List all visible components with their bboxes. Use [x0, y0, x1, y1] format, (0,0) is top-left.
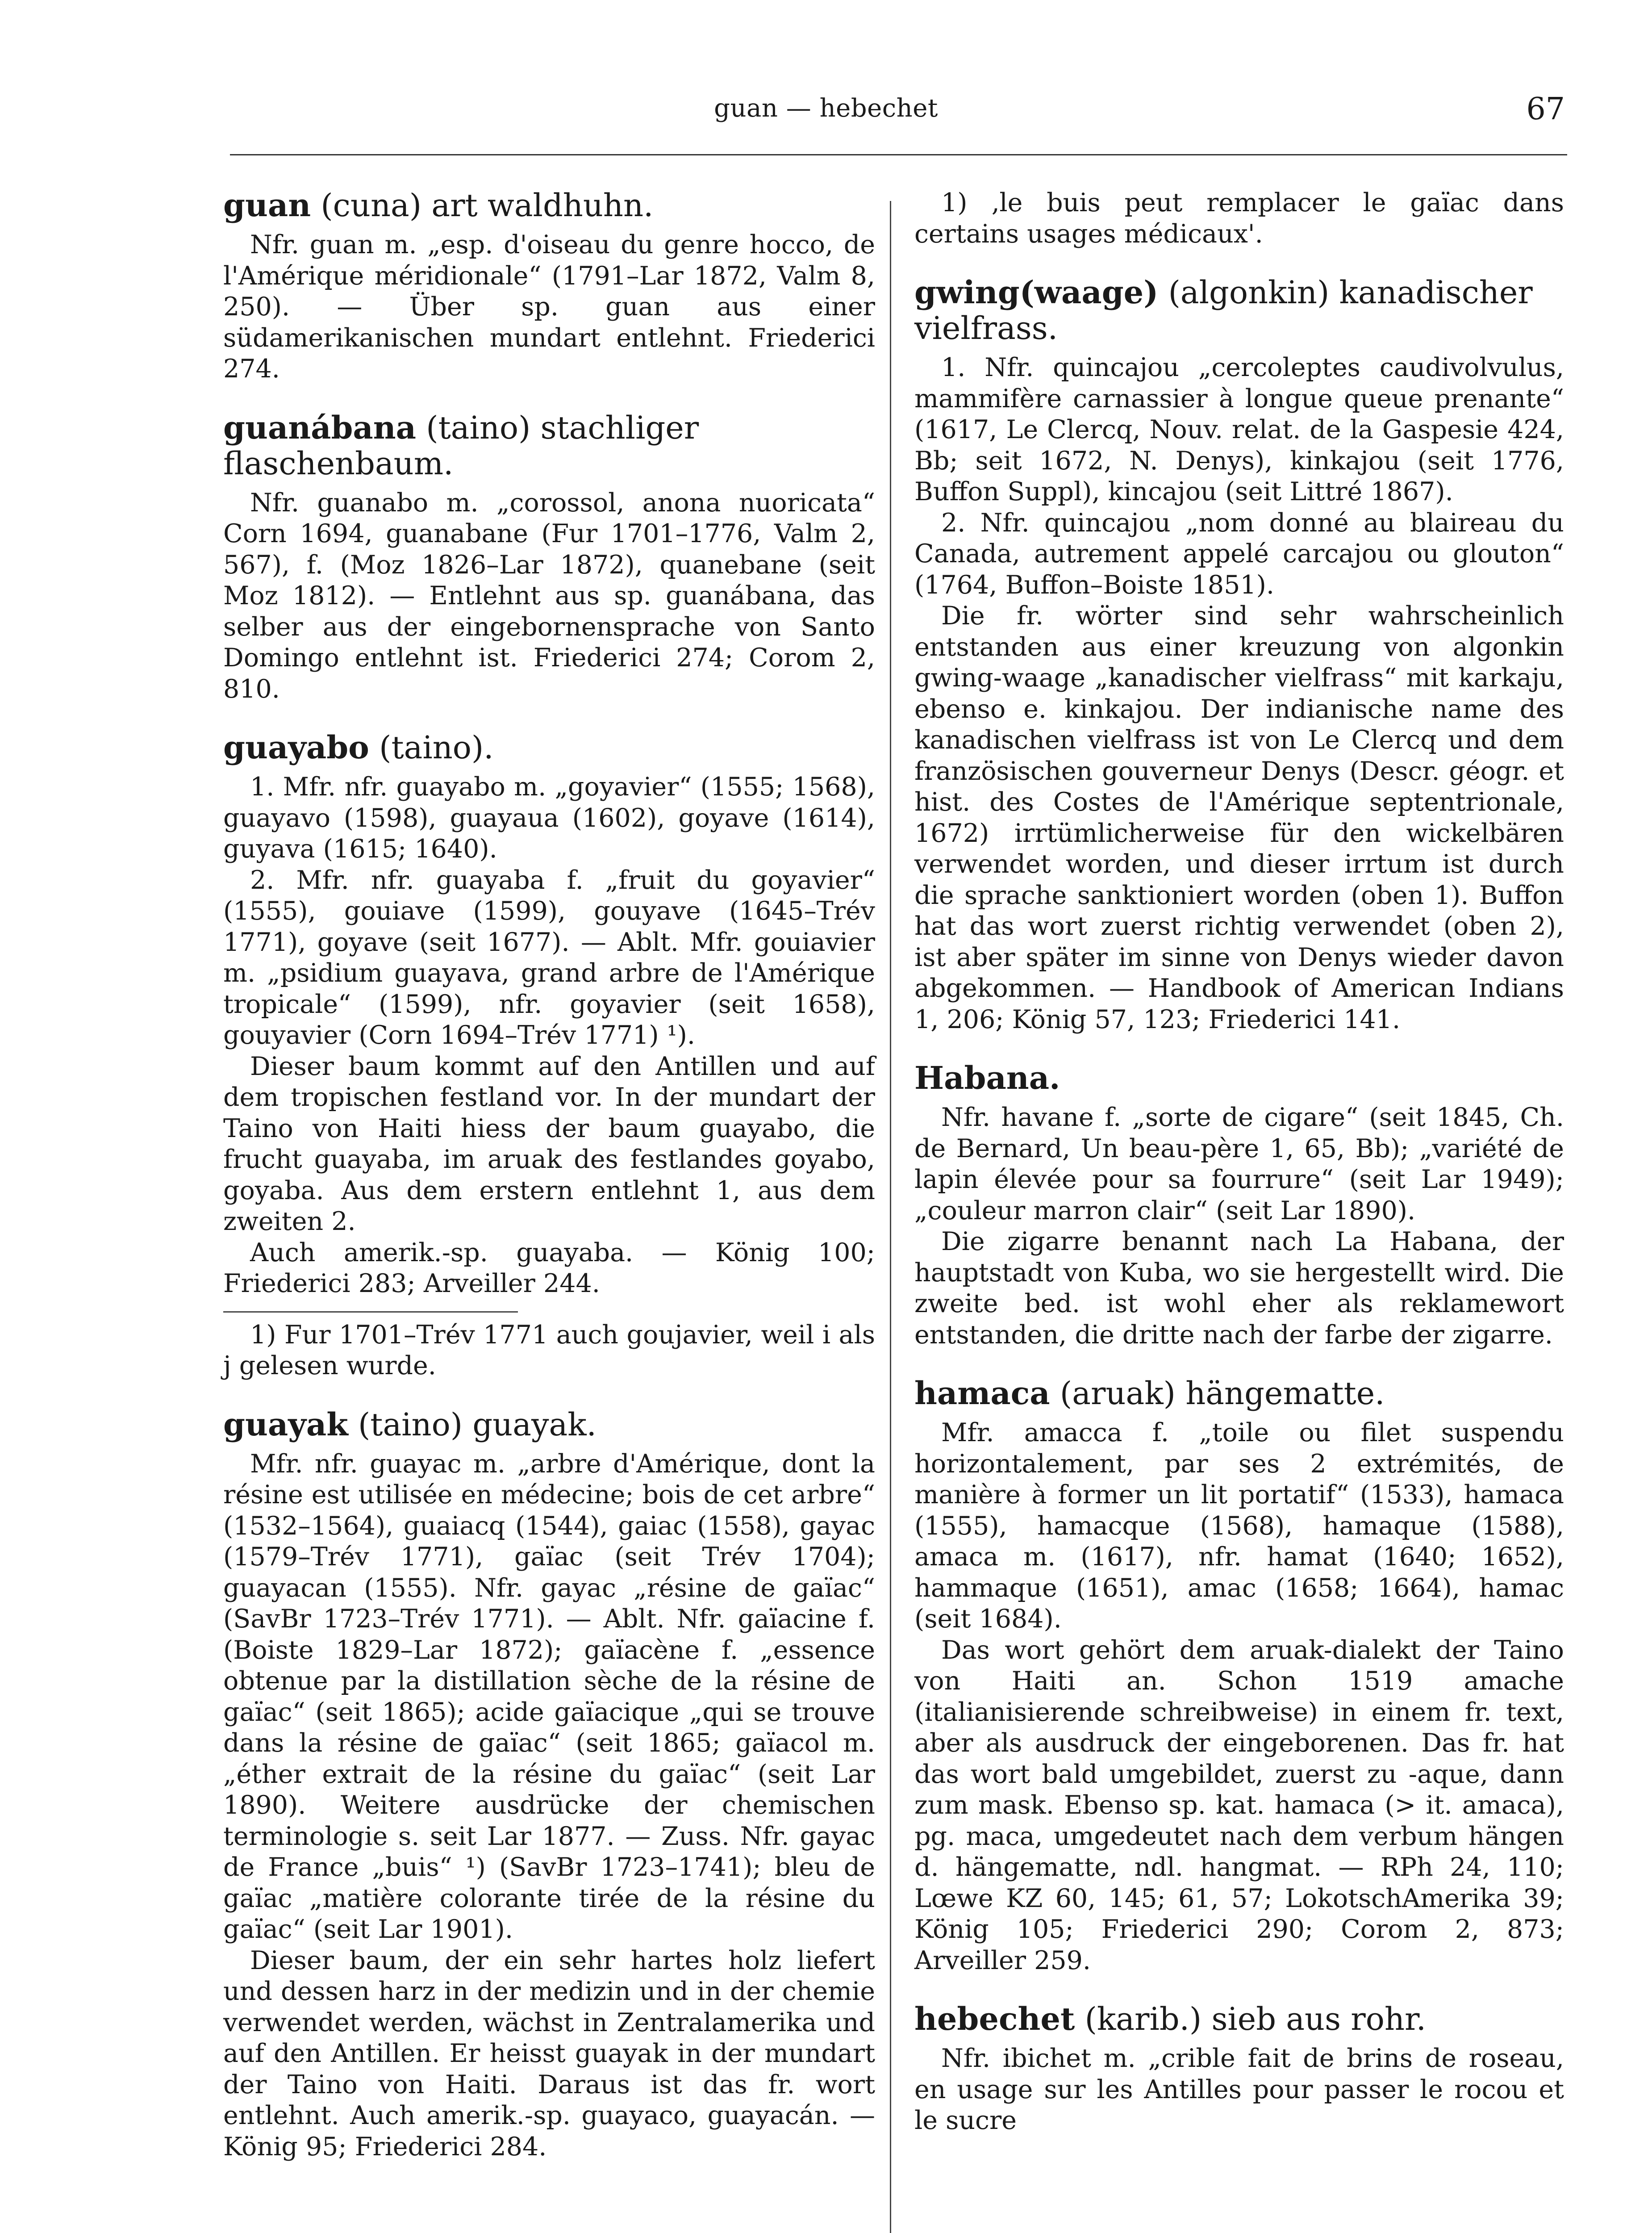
entry-text: Dieser baum, der ein sehr hartes holz liefert und dessen harz in der medizin und in der chemie verwendet werden, wächst in Zentralamerika und auf den Antillen. Er heisst guayak in der mundart der Taino von Haiti. Daraus ist das fr. wort entlehnt. Auch amerik.-sp. guayaco, guayacán. — König 95; Friederici 284.	[223, 1945, 875, 2162]
entry-heading	[223, 188, 875, 223]
headword: guan	[223, 187, 311, 224]
left-column	[223, 188, 875, 2162]
right-column	[914, 188, 1564, 2137]
entry-gloss: (taino) guayak.	[358, 1406, 597, 1443]
headword: guayak	[223, 1405, 348, 1443]
footnote: 1) ‚le buis peut remplacer le gaïac dans certains usages médicaux'.	[914, 188, 1564, 249]
headword: guanábana	[223, 409, 416, 446]
entry-gloss: (aruak) hängematte.	[1060, 1375, 1385, 1412]
entry-text: Auch amerik.-sp. guayaba. — König 100; Friederici 283; Arveiller 244.	[223, 1238, 875, 1298]
running-title: guan — hebechet	[714, 94, 938, 123]
entry-heading	[914, 2001, 1564, 2037]
entry-text: Das wort gehört dem aruak-dialekt der Taino von Haiti an. Schon 1519 amache (italianisierende schreibweise) in einem fr. text, aber als ausdruck der eingeborenen. Das fr. hat das wort bald umgebildet, zuerst zu -aque, dann zum mask. Ebenso sp. kat. hamaca (> it. amaca), pg. maca, umgedeutet nach dem verbum hängen d. hängematte, ndl. hangmat. — RPh 24, 110; Lœwe KZ 60, 145; 61, 57; LokotschAmerika 39; König 105; Friederici 290; Corom 2, 873; Arveiller 259.	[914, 1635, 1564, 1975]
headword: gwing(waage)	[914, 274, 1159, 311]
entry-gloss: (taino) stachliger flaschenbaum.	[223, 409, 699, 482]
entry-gloss: (karib.) sieb aus rohr.	[1085, 2001, 1426, 2037]
entry-text: Mfr. amacca f. „toile ou filet suspendu horizontalement, par ses 2 extrémités, de manière à former un lit portatif“ (1533), hamaca (1555), hamacque (1568), hamaque (1588), amaca m. (1617), nfr. hamat (1640; 1652), hammaque (1651), amac (1658; 1664), hamac (seit 1684).	[914, 1418, 1564, 1634]
entry-text: Nfr. ibichet m. „crible fait de brins de roseau, en usage sur les Antilles pour passer le rocou et le sucre	[914, 2044, 1564, 2135]
entry-heading	[914, 1376, 1564, 1411]
entry-text: 1. Nfr. quincajou „cercoleptes caudivolvulus, mammifère carnassier à longue queue prenante“ (1617, Le Clercq, Nouv. relat. de la Gaspesie 424, Bb; seit 1672, N. Denys), kinkajou (seit 1776, Buffon Suppl), kincajou (seit Littré 1867).	[914, 353, 1564, 506]
entry-heading	[914, 1060, 1564, 1096]
headword: hebechet	[914, 2000, 1075, 2037]
entry-text: Nfr. havane f. „sorte de cigare“ (seit 1845, Ch. de Bernard, Un beau-père 1, 65, Bb); „variété de lapin élevée pour sa fourrure“ (seit Lar 1949); „couleur marron clair“ (seit Lar 1890).	[914, 1103, 1564, 1225]
entry-text: Nfr. guan m. „esp. d'oiseau du genre hocco, de l'Amérique méridionale“ (1791–Lar 1872, Valm 8, 250). — Über sp. guan aus einer südamerikanischen mundart entlehnt. Friederici 274.	[223, 230, 875, 384]
headword: guayabo	[223, 729, 369, 766]
entry-text: Dieser baum kommt auf den Antillen und auf dem tropischen festland vor. In der mundart der Taino von Haiti hiess der baum guayabo, die frucht guayaba, im aruak des festlandes goyabo, goyaba. Aus dem erstern entlehnt 1, aus dem zweiten 2.	[223, 1051, 875, 1236]
column-divider	[890, 201, 891, 2233]
entry-text: Mfr. nfr. guayac m. „arbre d'Amérique, dont la résine est utilisée en médecine; bois de cet arbre“ (1532–1564), guaiacq (1544), gaiac (1558), gayac (1579–Trév 1771), gaïac (seit Trév 1704); guayacan (1555). Nfr. gayac „résine de gaïac“ (SavBr 1723–Trév 1771). — Ablt. Nfr. gaïacine f. (Boiste 1829–Lar 1872); gaïacène f. „essence obtenue par la distillation sèche de la résine de gaïac“ (seit 1865); acide gaïacique „qui se trouve dans la résine de gaïac“ (seit 1865; gaïacol m. „éther extrait de la résine du gaïac“ (seit Lar 1890). Weitere ausdrücke der chemischen terminologie s. seit Lar 1877. — Zuss. Nfr. gayac de France „buis“ ¹) (SavBr 1723–1741); bleu de gaïac „matière colorante tirée de la résine du gaïac“ (seit Lar 1901).	[223, 1449, 875, 1944]
entry-heading	[223, 410, 875, 481]
page-number: 67	[1526, 92, 1565, 127]
entry-text: 1. Mfr. nfr. guayabo m. „goyavier“ (1555; 1568), guayavo (1598), guayaua (1602), goyave (1614), guyava (1615; 1640).	[223, 772, 875, 864]
headword: Habana.	[914, 1059, 1060, 1096]
entry-heading	[223, 730, 875, 765]
entry-heading	[223, 1407, 875, 1443]
header-rule	[230, 154, 1567, 155]
entry-text: 2. Nfr. quincajou „nom donné au blaireau du Canada, autrement appelé carcajou ou glouton“ (1764, Buffon–Boiste 1851).	[914, 508, 1564, 600]
headword: hamaca	[914, 1375, 1050, 1412]
entry-text: 2. Mfr. nfr. guayaba f. „fruit du goyavier“ (1555), gouiave (1599), gouyave (1645–Trév 1771), goyave (seit 1677). — Ablt. Mfr. gouiavier m. „psidium guayava, grand arbre de l'Amérique tropicale“ (1599), nfr. goyavier (seit 1658), gouyavier (Corn 1694–Trév 1771) ¹).	[223, 865, 875, 1050]
entry-gloss: (taino).	[379, 729, 494, 766]
entry-text: Die fr. wörter sind sehr wahrscheinlich entstanden aus einer kreuzung von algonkin gwing-waage „kanadischer vielfrass“ mit karkaju, ebenso e. kinkajou. Der indianische name des kanadischen vielfrass ist von Le Clercq und dem französischen gouverneur Denys (Descr. géogr. et hist. des Costes de l'Amérique septentrionale, 1672) irrtümlicherweise für den wickelbären verwendet worden, und dieser irrtum ist durch die sprache sanktioniert worden (oben 1). Buffon hat das wort zuerst richtig verwendet (oben 2), ist aber später im sinne von Denys wieder davon abgekommen. — Handbook of American Indians 1, 206; König 57, 123; Friederici 141.	[914, 601, 1564, 1034]
footnote-rule	[223, 1311, 518, 1313]
footnote: 1) Fur 1701–Trév 1771 auch goujavier, weil i als j gelesen wurde.	[223, 1320, 875, 1380]
entry-text: Die zigarre benannt nach La Habana, der hauptstadt von Kuba, wo sie hergestellt wird. Die zweite bed. ist wohl eher als reklamewort entstanden, die dritte nach der farbe der zigarre.	[914, 1227, 1564, 1350]
entry-gloss: (cuna) art waldhuhn.	[321, 187, 654, 224]
entry-heading	[914, 275, 1564, 346]
entry-text: Nfr. guanabo m. „corossol, anona nuoricata“ Corn 1694, guanabane (Fur 1701–1776, Valm 2, 567), f. (Moz 1826–Lar 1872), quanebane (seit Moz 1812). — Entlehnt aus sp. guanábana, das selber aus der eingebornensprache von Santo Domingo entlehnt ist. Friederici 274; Corom 2, 810.	[223, 488, 875, 704]
entry-gloss: (algonkin) kanadischer vielfrass.	[914, 274, 1533, 347]
